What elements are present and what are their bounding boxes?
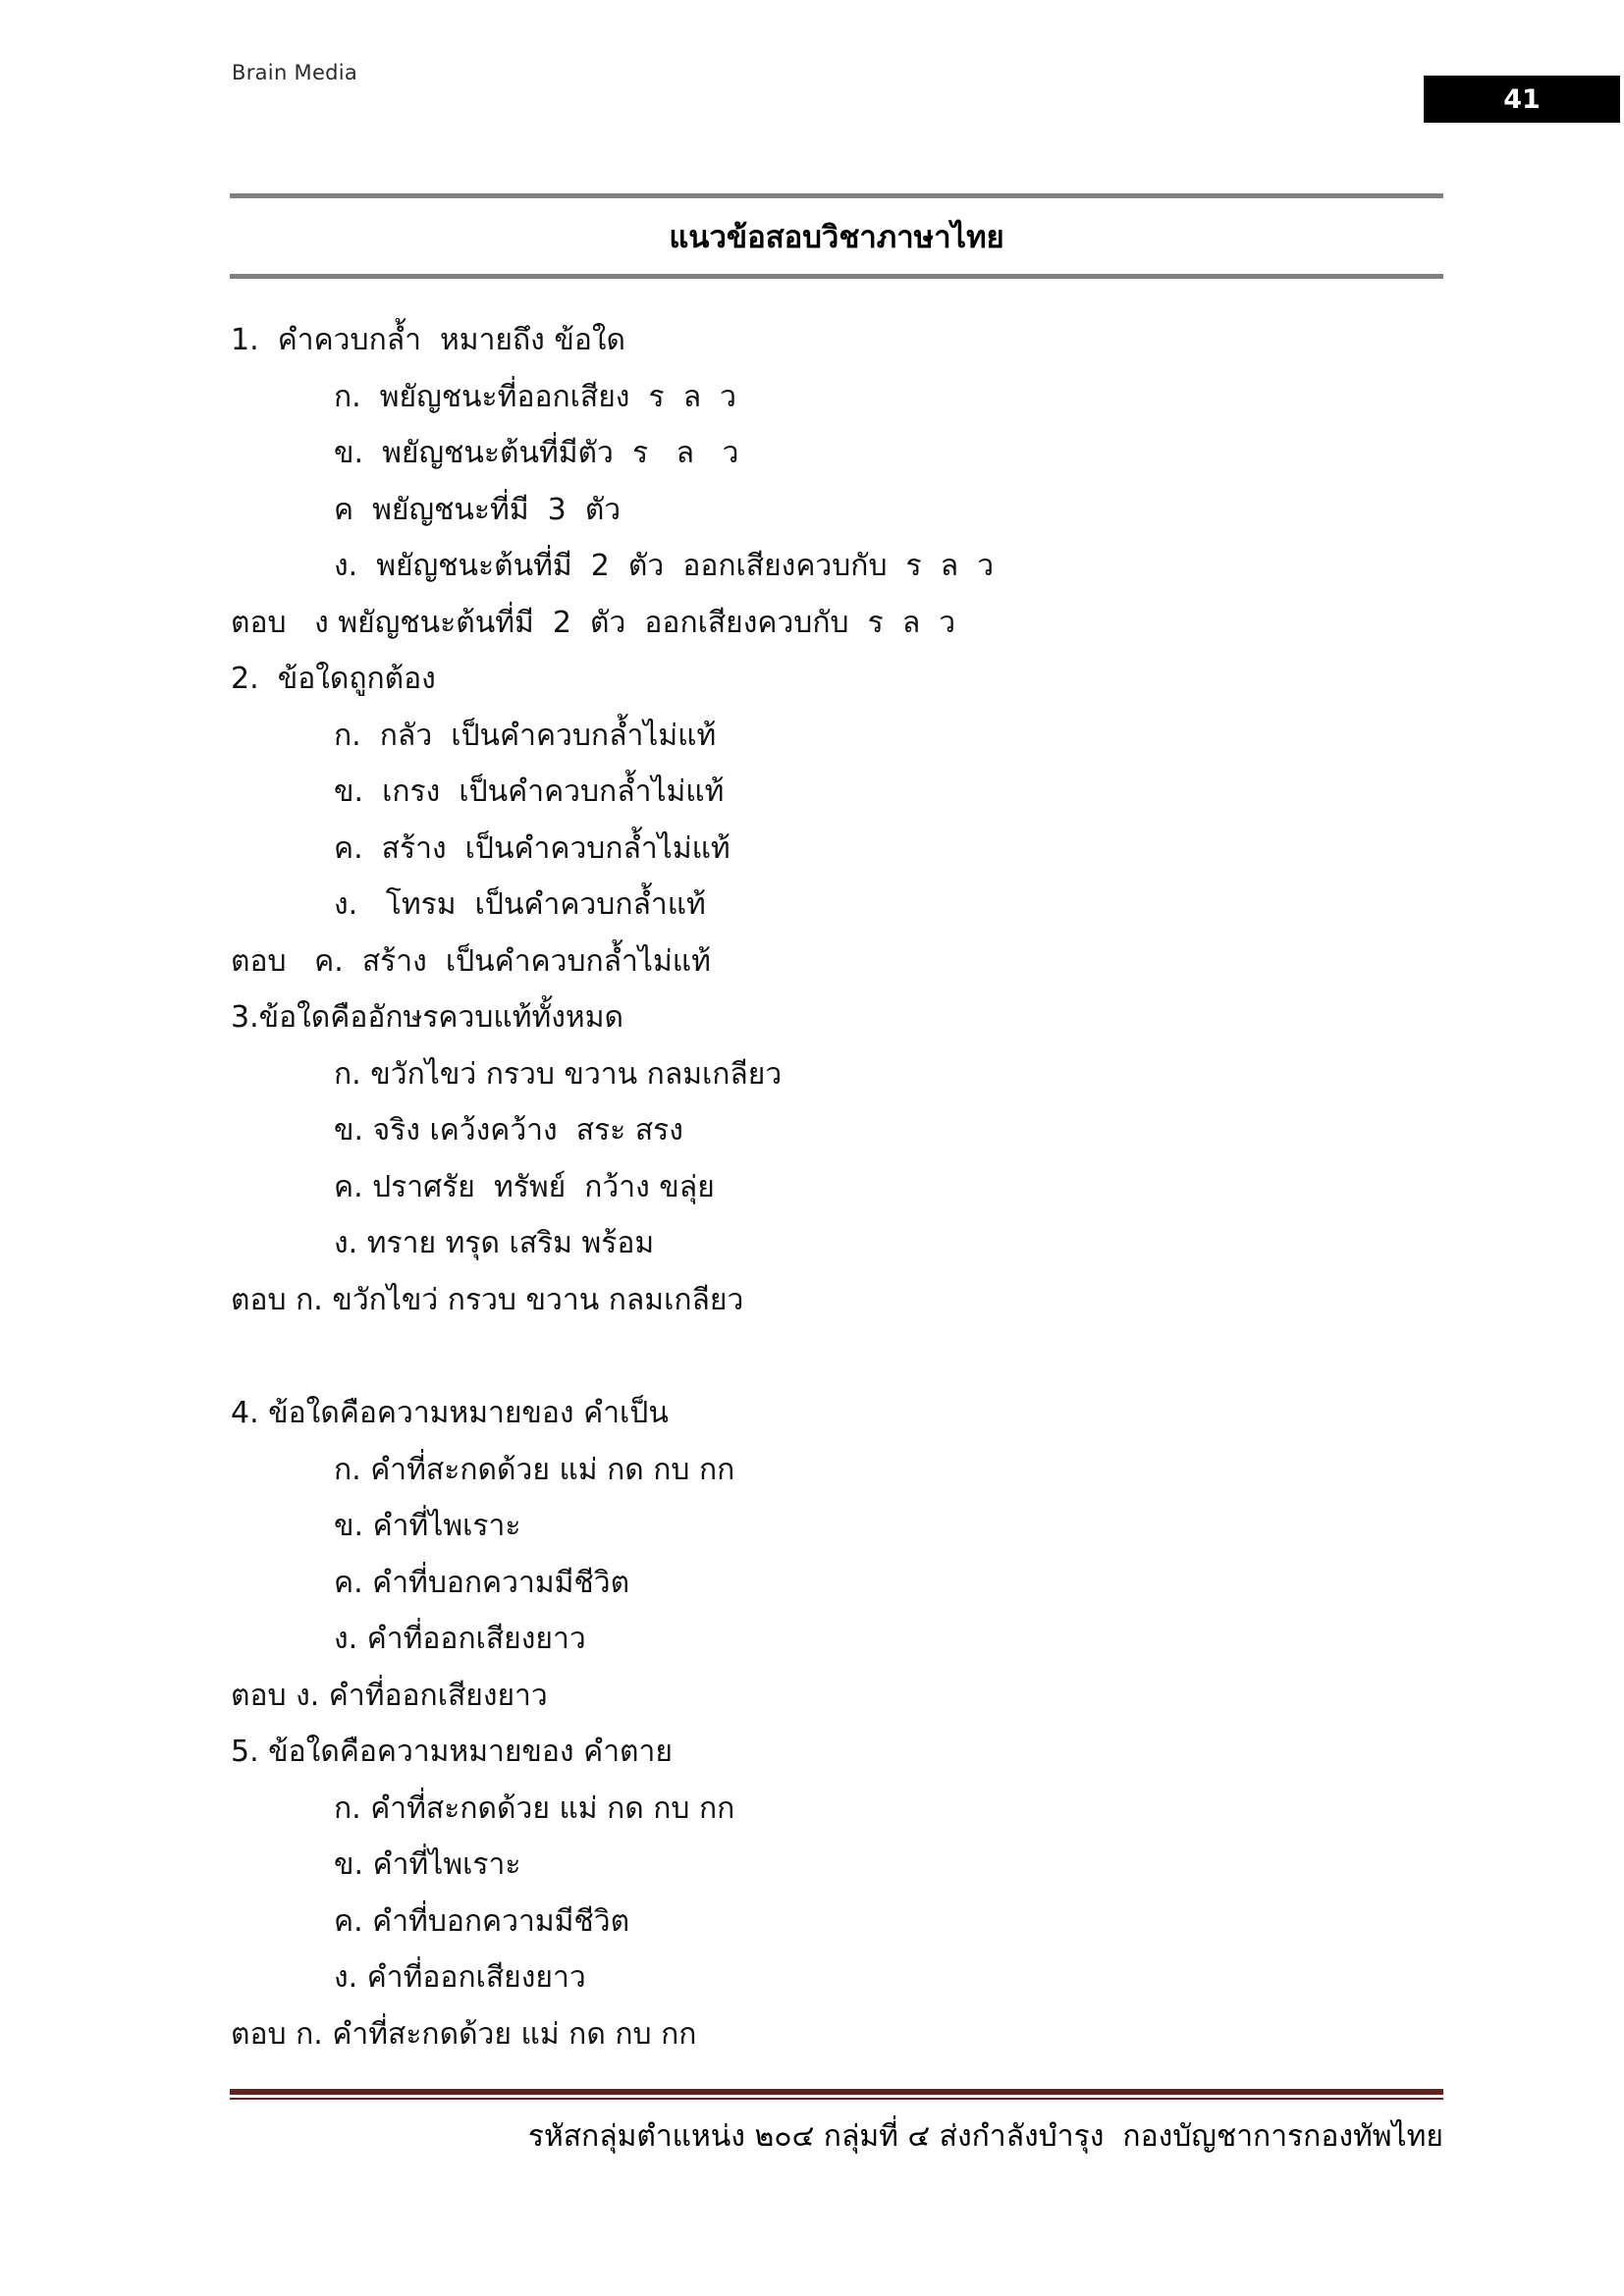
question-text: 4. ข้อใดคือความหมายของ คำเป็น: [231, 1396, 669, 1430]
choice-option: ข. พยัญชนะต้นที่มีตัว ร ล ว: [334, 436, 739, 470]
choice-option: ก. พยัญชนะที่ออกเสียง ร ล ว: [334, 379, 736, 414]
choice-option: ง. คำที่ออกเสียงยาว: [334, 1622, 586, 1656]
choice-option: ค. คำที่บอกความมีชีวิต: [334, 1565, 630, 1600]
title-block: [230, 193, 1443, 279]
choice-option: ก. คำที่สะกดด้วย แม่ กด กบ กก: [334, 1452, 735, 1487]
choice-option: ข. จริง เคว้งคว้าง สระ สรง: [334, 1113, 683, 1148]
answer-line: ตอบ ง. คำที่ออกเสียงยาว: [231, 1678, 548, 1713]
choice-option: ง. คำที่ออกเสียงยาว: [334, 1960, 586, 1995]
choice-option: ง. โทรม เป็นคำควบกล้ำแท้: [334, 887, 706, 922]
question-text: 5. ข้อใดคือความหมายของ คำตาย: [231, 1735, 673, 1769]
answer-line: ตอบ ค. สร้าง เป็นคำควบกล้ำไม่แท้: [231, 943, 711, 979]
answer-line: ตอบ ง พยัญชนะต้นที่มี 2 ตัว ออกเสียงควบกับ ร ล ว: [231, 605, 956, 640]
choice-option: ค พยัญชนะที่มี 3 ตัว: [334, 492, 622, 527]
answer-line: ตอบ ก. คำที่สะกดด้วย แม่ กด กบ กก: [231, 2016, 697, 2052]
choice-option: ข. เกรง เป็นคำควบกล้ำไม่แท้: [334, 774, 725, 809]
choice-option: ง. ทราย ทรุด เสริม พร้อม: [334, 1226, 655, 1260]
choice-option: ค. ปราศรัย ทรัพย์ กว้าง ขลุ่ย: [334, 1169, 715, 1204]
page-number: 41: [1503, 83, 1541, 115]
footer-rule-thick: [230, 2089, 1443, 2095]
page-footer: [230, 2089, 1443, 2160]
choice-option: ข. คำที่ไพเราะ: [334, 1847, 521, 1882]
choice-option: ง. พยัญชนะต้นที่มี 2 ตัว ออกเสียงควบกับ ร ล ว: [334, 549, 995, 583]
choice-option: ก. กลัว เป็นคำควบกล้ำไม่แท้: [334, 718, 717, 753]
page-number-badge: [1424, 76, 1620, 123]
footer-text: รหัสกลุ่มตำแหน่ง ๒๐๔ กลุ่มที่ ๔ ส่งกำลังบำรุง กองบัญชาการกองทัพไทย: [527, 2119, 1443, 2154]
answer-line: ตอบ ก. ขวักไขว่ กรวบ ขวาน กลมเกลียว: [231, 1282, 744, 1317]
choice-option: ก. ขวักไขว่ กรวบ ขวาน กลมเกลียว: [334, 1056, 783, 1092]
section-gap: [231, 1328, 1448, 1385]
page-title: แนวข้อสอบวิชาภาษาไทย: [669, 220, 1004, 255]
choice-option: ข. คำที่ไพเราะ: [334, 1509, 521, 1543]
question-text: 1. คำควบกล้ำ หมายถึง ข้อใด: [231, 323, 626, 357]
question-text: 3.ข้อใดคืออักษรควบแท้ทั้งหมด: [231, 1000, 623, 1035]
choice-option: ก. คำที่สะกดด้วย แม่ กด กบ กก: [334, 1790, 735, 1826]
choice-option: ค. คำที่บอกความมีชีวิต: [334, 1903, 630, 1939]
question-text: 2. ข้อใดถูกต้อง: [231, 662, 436, 696]
footer-rule-thin: [230, 2098, 1443, 2100]
choice-option: ค. สร้าง เป็นคำควบกล้ำไม่แท้: [334, 830, 731, 866]
questions-body: [231, 312, 1448, 2062]
brand-label: Brain Media: [232, 61, 358, 84]
